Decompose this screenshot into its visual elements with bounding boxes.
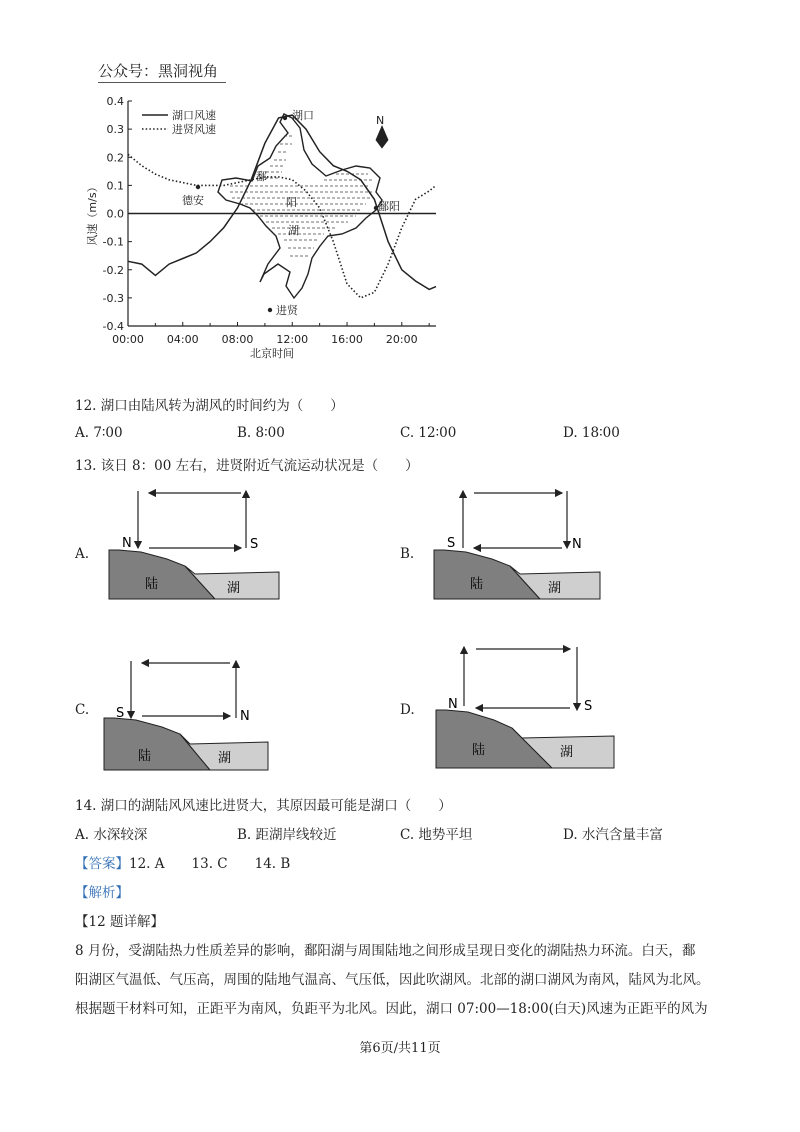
y-axis-label: 风速（m/s） [86, 181, 99, 246]
q13-option-b[interactable]: B. [400, 546, 415, 562]
map-label: N [376, 114, 385, 127]
map-label: 湖口 [292, 109, 314, 122]
diagram-a [105, 484, 290, 606]
poyang-lake-shape [218, 114, 385, 298]
legend-label-jinxian: 进贤风速 [172, 123, 216, 136]
y-tick-label: 0.0 [106, 207, 124, 221]
answer-text: 12. A 13. C 14. B [129, 856, 291, 872]
q12-option-d[interactable]: D. 18∶00 [563, 425, 620, 441]
q12-option-a[interactable]: A. 7∶00 [75, 425, 123, 441]
label-lake: 湖 [227, 581, 241, 596]
diagram-c [100, 652, 285, 774]
label-right: S [250, 537, 259, 552]
q14-option-b[interactable]: B. 距湖岸线较近 [237, 827, 337, 843]
x-axis-label: 北京时间 [250, 347, 294, 360]
y-tick-label: 0.3 [106, 123, 124, 137]
x-tick-label: 04:00 [166, 333, 199, 346]
x-tick-label: 12:00 [276, 333, 309, 346]
legend-label-hukou: 湖口风速 [172, 109, 216, 122]
y-tick-label: 0.2 [106, 151, 124, 165]
jinxian-marker [268, 308, 272, 312]
label-right: N [572, 537, 582, 552]
q14-stem: 14. 湖口的湖陆风风速比进贤大，其原因最可能是湖口（ ） [75, 798, 452, 814]
q12-option-b[interactable]: B. 8∶00 [237, 425, 285, 441]
x-tick-label: 08:00 [221, 333, 254, 346]
x-tick-label: 16:00 [331, 333, 363, 346]
map-label: 鄱阳 [378, 200, 400, 213]
y-tick-label: -0.2 [102, 263, 124, 277]
y-tick-label: -0.3 [102, 291, 124, 305]
answer-line [75, 852, 290, 872]
map-label: 德安 [182, 194, 204, 207]
label-left: S [116, 706, 125, 721]
label-lake: 湖 [218, 751, 232, 766]
q13-option-d[interactable]: D. [400, 702, 415, 718]
watermark: 公众号：黑洞视角 [98, 60, 226, 83]
y-tick-label: 0.1 [106, 179, 124, 193]
y-tick-label: -0.4 [102, 320, 124, 333]
detail-label: 【12 题详解】 [75, 914, 164, 930]
wind-speed-chart [80, 88, 450, 368]
page-footer: 第6页/共11页 [359, 1041, 441, 1056]
answer-label: 【答案】 [75, 856, 129, 872]
label-right: N [240, 709, 250, 724]
q13-option-c[interactable]: C. [75, 702, 90, 718]
paragraph-line: 根据题干材料可知，正距平为南风，负距平为北风。因此，湖口 07:00—18:00(白天)风速为正距平的风为 [75, 1001, 708, 1017]
label-lake: 湖 [548, 581, 562, 596]
label-land: 陆 [138, 749, 152, 764]
map-label: 进贤 [276, 304, 298, 317]
map-label: 湖 [288, 224, 299, 237]
paragraph-line: 8 月份，受湖陆热力性质差异的影响，鄱阳湖与周围陆地之间形成呈现日变化的湖陆热力环流。白天，鄱 [75, 943, 696, 959]
q12-option-c[interactable]: C. 12∶00 [400, 425, 457, 441]
analysis-label: 【解析】 [75, 885, 129, 901]
label-left: N [448, 697, 458, 712]
diagram-d [432, 640, 622, 772]
label-right: S [584, 699, 593, 714]
y-tick-label: 0.4 [106, 95, 124, 108]
label-land: 陆 [472, 743, 486, 758]
q14-option-d[interactable]: D. 水汽含量丰富 [563, 827, 663, 843]
map-label: 鄱 [256, 170, 267, 183]
label-left: N [122, 536, 132, 551]
x-tick-label: 20:00 [385, 333, 418, 346]
label-lake: 湖 [560, 745, 574, 760]
q14-option-c[interactable]: C. 地势平坦 [400, 827, 473, 843]
diagram-b [430, 484, 615, 606]
q12-stem: 12. 湖口由陆风转为湖风的时间约为（ ） [75, 398, 344, 414]
x-tick-label: 00:00 [112, 333, 144, 346]
north-arrow-icon [376, 126, 388, 148]
y-tick-label: -0.1 [102, 235, 124, 249]
explanation-paragraph [75, 937, 727, 1024]
q14-option-a[interactable]: A. 水深较深 [75, 827, 148, 843]
q13-stem: 13. 该日 8：00 左右，进贤附近气流运动状况是（ ） [75, 458, 419, 474]
paragraph-line: 阳湖区气温低、气压高，周围的陆地气温高、气压低，因此吹湖风。北部的湖口湖风为南风，陆风为北风。 [75, 972, 710, 988]
label-land: 陆 [145, 577, 159, 592]
label-land: 陆 [470, 577, 484, 592]
map-label: 阳 [286, 196, 297, 209]
label-left: S [447, 536, 456, 551]
q13-option-a[interactable]: A. [75, 546, 90, 562]
